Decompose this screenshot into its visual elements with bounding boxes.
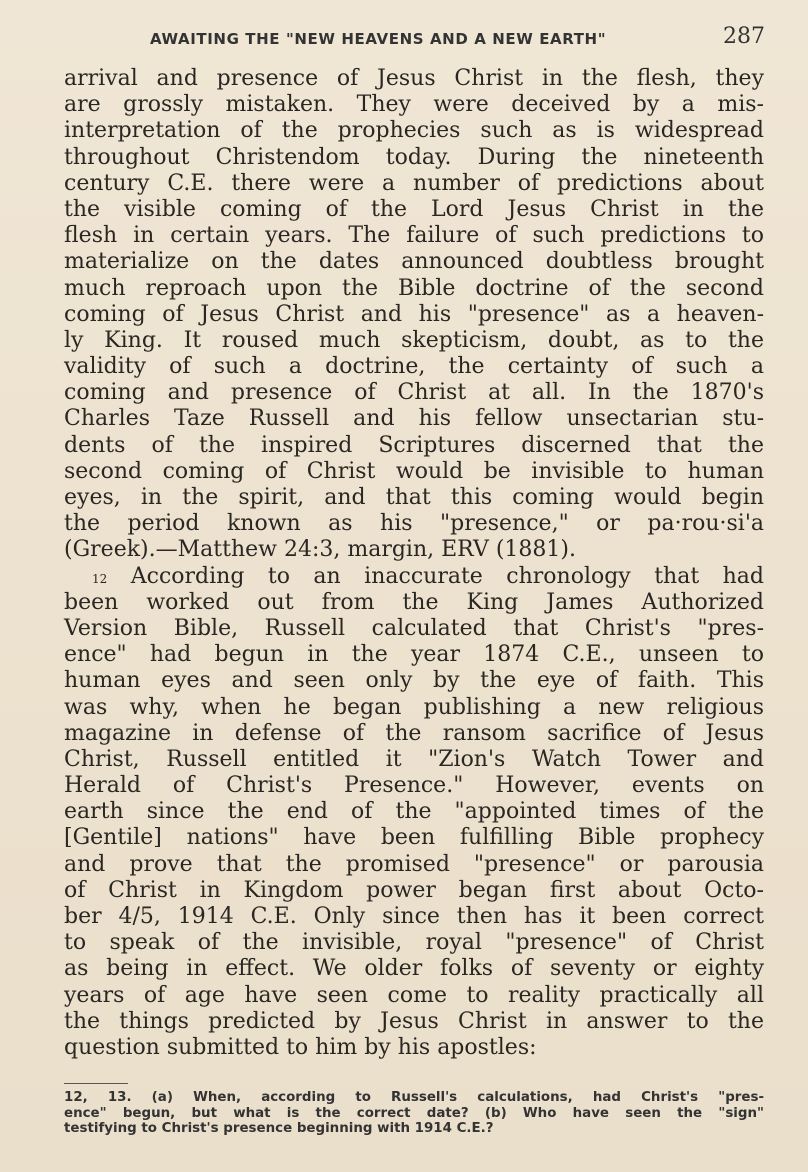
footnote-line: 12, 13. (a) When, according to Russell's calculations, had Christ's "pres- [64, 1090, 764, 1105]
paragraph-11-line: materialize on the dates announced doubtless brought [64, 249, 764, 275]
paragraph-11-line: throughout Christendom today. During the nineteenth [64, 144, 764, 170]
paragraph-12-line: years of age have seen come to reality practically all [64, 982, 764, 1008]
paragraph-11-line: coming of Jesus Christ and his "presence" as a heaven- [64, 301, 764, 327]
paragraph-12-line: as being in effect. We older folks of seventy or eighty [64, 956, 764, 982]
footnote [64, 1090, 764, 1137]
page-header [150, 22, 765, 56]
paragraph-12-line: [Gentile] nations" have been fulfilling Bible prophecy [64, 825, 764, 851]
paragraph-11-line: flesh in certain years. The failure of such predictions to [64, 223, 764, 249]
paragraph-11-line: the visible coming of the Lord Jesus Christ in the [64, 196, 764, 222]
paragraph-12 [64, 564, 764, 1062]
paragraph-11-line: are grossly mistaken. They were deceived by a mis- [64, 92, 764, 118]
paragraph-12-line: Herald of Christ's Presence." However, events on [64, 773, 764, 799]
paragraph-11-line: ly King. It roused much skepticism, doubt, as to the [64, 327, 764, 353]
paragraph-12-line: to speak of the invisible, royal "presence" of Christ [64, 930, 764, 956]
paragraph-11-line: coming and presence of Christ at all. In the 1870's [64, 380, 764, 406]
paragraph-11-line: validity of such a doctrine, the certainty of such a [64, 354, 764, 380]
paragraph-12-line: magazine in defense of the ransom sacrifice of Jesus [64, 720, 764, 746]
paragraph-12-line: of Christ in Kingdom power began first about Octo- [64, 877, 764, 903]
paragraph-12-line: human eyes and seen only by the eye of faith. This [64, 668, 764, 694]
footnote-line: testifying to Christ's presence beginning with 1914 C.E.? [64, 1121, 494, 1136]
paragraph-11 [64, 66, 764, 564]
paragraph-12-line: the things predicted by Jesus Christ in answer to the [64, 1008, 764, 1034]
paragraph-11-line: dents of the inspired Scriptures discerned that the [64, 432, 764, 458]
paragraph-12-line: $^{12}$ According to an inaccurate chronology that had [92, 563, 764, 589]
paragraph-12-line: earth since the end of the "appointed times of the [64, 799, 764, 825]
paragraph-12-line: Version Bible, Russell calculated that Christ's "pres- [64, 615, 764, 641]
paragraph-12-line: and prove that the promised "presence" or parousia [64, 851, 764, 877]
paragraph-11-line: much reproach upon the Bible doctrine of the second [64, 275, 764, 301]
paragraph-number: 12 [92, 571, 108, 586]
paragraph-11-line: Charles Taze Russell and his fellow unsectarian stu- [64, 406, 764, 432]
paragraph-12-line: ber 4/5, 1914 C.E. Only since then has it been correct [64, 904, 764, 929]
paragraph-11-line: arrival and presence of Jesus Christ in the flesh, they [64, 66, 764, 91]
footnote-line: ence" begun, but what is the correct date? (b) Who have seen the "sign" [64, 1105, 764, 1121]
body-text [64, 66, 764, 1061]
paragraph-11-line: interpretation of the prophecies such as is widespread [64, 118, 764, 144]
paragraph-11-line: (Greek).—Matthew 24:3, margin, ERV (1881). [64, 537, 576, 563]
paragraph-11-line: second coming of Christ would be invisible to human [64, 458, 764, 484]
paragraph-12-line: question submitted to him by his apostles: [64, 1034, 537, 1060]
paragraph-12-line: Christ, Russell entitled it "Zion's Watch Tower and [64, 746, 764, 772]
paragraph-12-line: been worked out from the King James Authorized [64, 589, 764, 615]
paragraph-11-line: eyes, in the spirit, and that this coming would begin [64, 485, 764, 510]
paragraph-12-line: was why, when he began publishing a new religious [64, 694, 764, 720]
page-number: 287 [723, 24, 765, 49]
paragraph-11-line: century C.E. there were a number of predictions about [64, 170, 764, 196]
paragraph-12-line: ence" had begun in the year 1874 C.E., unseen to [64, 642, 764, 668]
running-head: AWAITING THE "NEW HEAVENS AND A NEW EARTH" [150, 30, 607, 48]
paragraph-11-line: the period known as his "presence," or pa·rou·si'a [64, 511, 764, 537]
footnote-rule [64, 1083, 128, 1084]
